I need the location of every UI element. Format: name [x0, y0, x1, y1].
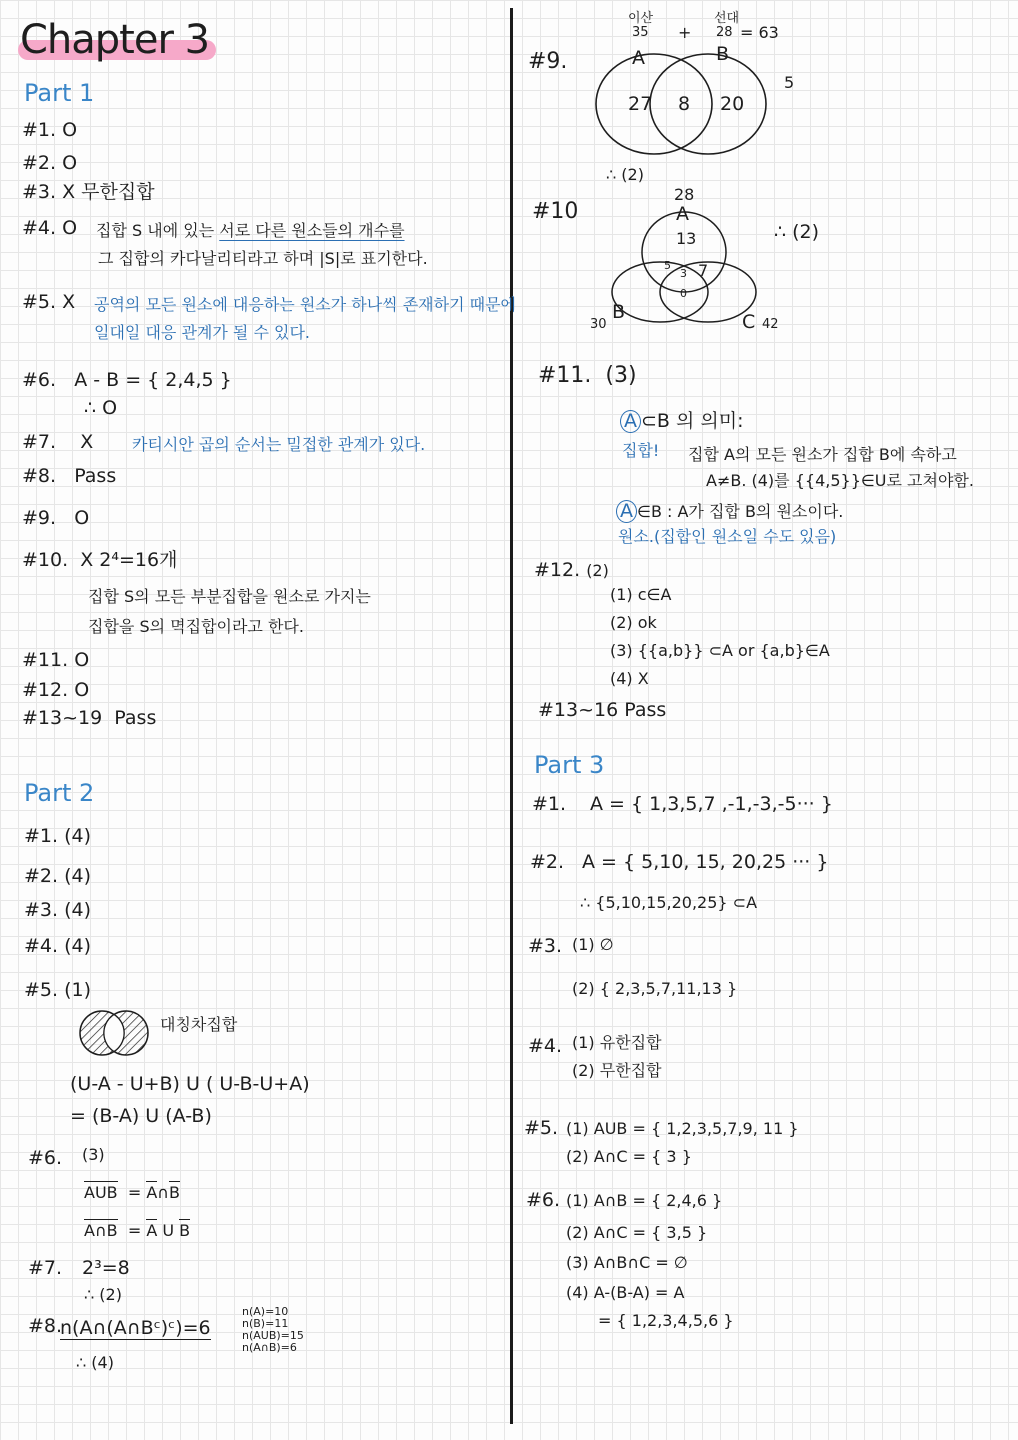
q10-a-only: 13: [676, 229, 697, 248]
p1-q12: #12. O: [22, 679, 90, 701]
r-q13-16: #13~16 Pass: [538, 699, 667, 721]
q10-label-a: A: [676, 203, 689, 225]
p3-q6-4: (4) A-(B-A) = A: [566, 1283, 685, 1302]
p2-q7-ans: 2³=8: [82, 1257, 130, 1279]
q12-item-3: (3) {{a,b}} ⊂A or {a,b}∈A: [610, 641, 830, 660]
q11-line1: A ⊂B 의 의미:: [620, 410, 744, 433]
p3-q4-1: (1) 유한집합: [572, 1033, 662, 1052]
p2-q8-note-3: n(AUB)=15: [242, 1329, 304, 1342]
page-title: Chapter 3: [20, 17, 210, 63]
q12-item-4: (4) X: [610, 669, 649, 688]
q10-label-c: C: [742, 311, 756, 333]
q9-plus: +: [678, 23, 692, 42]
q10-b-total: 30: [590, 317, 607, 332]
p3-q6-3: (3) A∩B∩C = ∅: [566, 1253, 688, 1272]
r-q11: #11. (3): [538, 363, 637, 388]
p1-q4-note2: 그 집합의 카다날리티라고 하며 |S|로 표기한다.: [98, 249, 428, 268]
symmetric-difference-venn: [78, 1008, 158, 1058]
p2-q6-line2: A∩B = A U B: [84, 1221, 191, 1240]
p1-q10-note1: 집합 S의 모든 부분집합을 원소로 가지는: [88, 587, 371, 606]
part2-heading: Part 2: [24, 779, 95, 807]
p2-q4: #4. (4): [24, 935, 92, 957]
q9-label-b: B: [716, 43, 730, 65]
p3-q5: #5.: [524, 1117, 559, 1139]
p1-q7-note: 카티시안 곱의 순서는 밀접한 관계가 있다.: [132, 435, 426, 454]
p1-q9: #9. O: [22, 507, 90, 529]
q9-top-b: 선대: [714, 11, 740, 26]
p2-q8: #8.: [28, 1315, 63, 1337]
q10-a-total: 28: [674, 185, 695, 204]
q12-item-2: (2) ok: [610, 613, 657, 632]
q10-c-total: 42: [762, 317, 779, 332]
q9-label-a: A: [632, 47, 645, 69]
q10-ab: 5: [664, 259, 671, 272]
p1-q5-note1: 공역의 모든 원소에 대응하는 원소가 하나씩 존재하기 때문에: [94, 295, 517, 314]
p1-q5: #5. X: [22, 291, 76, 313]
q10-abc: 3: [680, 267, 687, 280]
p1-q10-note2: 집합을 S의 멱집합이라고 한다.: [88, 617, 304, 636]
p1-q10: #10. X 2⁴=16개: [22, 549, 178, 571]
part1-heading: Part 1: [24, 79, 95, 107]
p2-q8-eq: n(A∩(A∩Bᶜ)ᶜ)=6: [60, 1317, 211, 1339]
p3-q4: #4.: [528, 1035, 563, 1057]
p3-q3-2: (2) { 2,3,5,7,11,13 }: [572, 979, 738, 998]
p1-q6: #6. A - B = { 2,4,5 }: [22, 369, 232, 391]
p2-q1: #1. (4): [24, 825, 92, 847]
p3-q6-2: (2) A∩C = { 3,5 }: [566, 1223, 708, 1242]
q9-top-a: 이산: [628, 11, 654, 26]
p1-q5-note2: 일대일 대응 관계가 될 수 있다.: [94, 323, 310, 342]
p1-q8: #8. Pass: [22, 465, 117, 487]
p2-q5: #5. (1): [24, 979, 92, 1001]
q11-line2b: 집합 A의 모든 원소가 집합 B에 속하고: [688, 445, 957, 464]
p3-q2-eq: A = { 5,10, 15, 20,25 ··· }: [582, 851, 829, 873]
p2-q3: #3. (4): [24, 899, 92, 921]
q9-eq: = 63: [740, 23, 779, 42]
column-divider: [510, 8, 513, 1424]
p1-q7: #7. X: [22, 431, 94, 453]
p2-q5-label: 대칭차집합: [160, 1015, 238, 1034]
p1-q13-19: #13~19 Pass: [22, 707, 157, 729]
q12-item-1: (1) c∈A: [610, 585, 672, 604]
p2-q6-ans: (3): [82, 1145, 105, 1164]
p3-q4-2: (2) 무한집합: [572, 1061, 662, 1080]
p2-q2: #2. (4): [24, 865, 92, 887]
p3-q2-eq2: ∴ {5,10,15,20,25} ⊂A: [580, 893, 758, 912]
p3-q1-eq: A = { 1,3,5,7 ,-1,-3,-5··· }: [590, 793, 833, 815]
q9-right: 20: [720, 93, 745, 115]
p2-q7: #7.: [28, 1257, 63, 1279]
p3-q2: #2.: [530, 851, 565, 873]
p1-q4-note1: 집합 S 내에 있는 서로 다른 원소들의 개수를: [96, 221, 405, 240]
q9-out: 5: [784, 73, 795, 92]
q9-top-a-num: 35: [632, 25, 649, 40]
q9-top-b-num: 28: [716, 25, 733, 40]
p1-q3: #3. X 무한집합: [22, 181, 155, 203]
q9-left: 27: [628, 93, 653, 115]
q9-ans: ∴ (2): [606, 165, 644, 184]
p1-q6-note: ∴ O: [84, 397, 118, 419]
r-q10: #10: [532, 199, 579, 224]
p2-q5-eq2: = (B-A) U (A-B): [70, 1105, 212, 1127]
r-q9: #9.: [528, 49, 568, 74]
p3-q5-1: (1) AUB = { 1,2,3,5,7,9, 11 }: [566, 1119, 799, 1138]
p1-q1: #1. O: [22, 119, 78, 141]
p3-q3: #3.: [528, 935, 563, 957]
p3-q6-1: (1) A∩B = { 2,4,6 }: [566, 1191, 723, 1210]
p2-q8-note-4: n(A∩B)=6: [242, 1341, 297, 1354]
p1-q4: #4. O: [22, 217, 78, 239]
p2-q8-note-2: n(B)=11: [242, 1317, 289, 1330]
p1-q2: #2. O: [22, 152, 78, 174]
q10-label-b: B: [612, 301, 626, 323]
p3-q3-1: (1) ∅: [572, 935, 614, 954]
q11-line3: A≠B. (4)를 {{4,5}}∈U로 고쳐야함.: [706, 471, 974, 490]
q9-mid: 8: [678, 93, 691, 115]
p2-q6-line1: AUB = A∩B: [84, 1183, 180, 1202]
q10-ans: ∴ (2): [774, 221, 820, 243]
q10-ac: 7: [698, 261, 709, 280]
q11-line5: 원소.(집합인 원소일 수도 있음): [618, 527, 837, 546]
p3-q6: #6.: [526, 1189, 561, 1211]
p2-q8-note-1: n(A)=10: [242, 1305, 289, 1318]
q11-line4: A ∈B : A가 집합 B의 원소이다.: [616, 500, 843, 523]
p2-q7-ans2: ∴ (2): [84, 1285, 122, 1304]
p2-q8-ans: ∴ (4): [76, 1353, 114, 1372]
part3-heading: Part 3: [534, 751, 605, 779]
q10-bc: 0: [680, 287, 687, 300]
p3-q5-2: (2) A∩C = { 3 }: [566, 1147, 692, 1166]
p2-q5-eq1: (U-A - U+B) U ( U-B-U+A): [70, 1073, 310, 1095]
r-q12: #12. (2): [534, 559, 609, 581]
p3-q6-5: = { 1,2,3,4,5,6 }: [598, 1311, 734, 1330]
q11-line2a: 집합!: [622, 441, 660, 460]
p2-q6: #6.: [28, 1147, 63, 1169]
p3-q1: #1.: [532, 793, 567, 815]
p1-q11: #11. O: [22, 649, 90, 671]
